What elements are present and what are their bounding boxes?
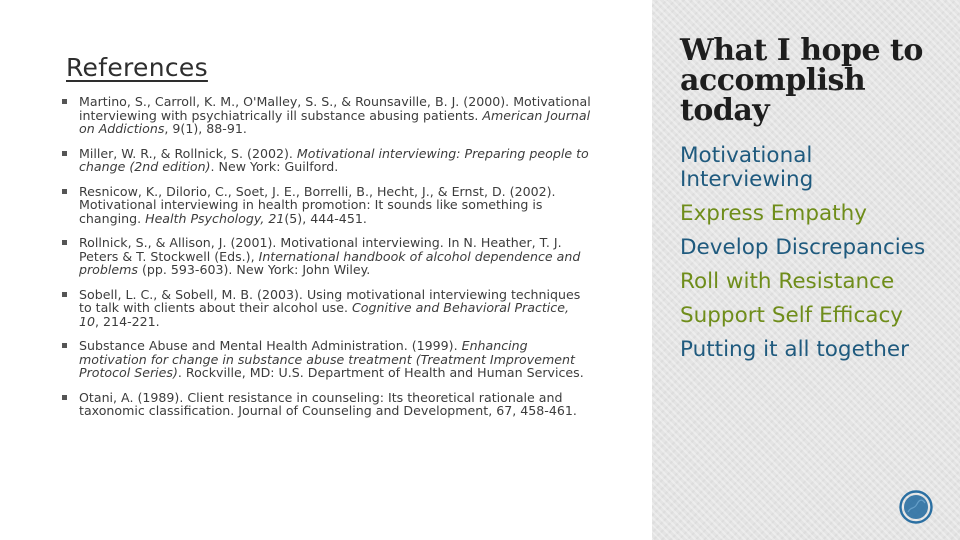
reference-item bbox=[62, 95, 592, 136]
reference-text: . New York: Guilford. bbox=[210, 159, 339, 174]
square-bullet-icon bbox=[62, 99, 67, 104]
agenda-list bbox=[680, 144, 950, 372]
agenda-item: Express Empathy bbox=[680, 201, 867, 226]
agenda-item: Putting it all together bbox=[680, 337, 909, 362]
agenda-item: Roll with Resistance bbox=[680, 269, 895, 294]
square-bullet-icon bbox=[62, 189, 67, 194]
circle-emblem-icon bbox=[899, 490, 933, 524]
reference-item bbox=[62, 236, 592, 277]
reference-item bbox=[62, 339, 592, 380]
reference-text: Rollnick, S., & Allison, J. (2001). Motivational interviewing. In N. Heather, T. J. Peters & T. Stockwell (Eds.), bbox=[79, 235, 562, 264]
reference-text: . Rockville, MD: U.S. Department of Health and Human Services. bbox=[177, 365, 584, 380]
square-bullet-icon bbox=[62, 395, 67, 400]
agenda-title: What I hope to accomplish today bbox=[680, 33, 923, 128]
reference-text: , 9(1), 88-91. bbox=[164, 121, 247, 136]
square-bullet-icon bbox=[62, 240, 67, 245]
reference-item bbox=[62, 147, 592, 174]
square-bullet-icon bbox=[62, 343, 67, 348]
agenda-panel bbox=[652, 0, 960, 540]
reference-text: , 214-221. bbox=[95, 313, 160, 329]
reference-italic-text: Enhancing motivation for change in substance abuse treatment (Treatment Improvement Protocol Series) bbox=[79, 338, 575, 380]
reference-text: Resnicow, K., Dilorio, C., Soet, J. E., Borrelli, B., Hecht, J., & Ernst, D. (2002). Motivational interviewing in health promotion: It sounds like something is changing. bbox=[79, 183, 556, 226]
agenda-item: Support Self Efficacy bbox=[680, 303, 903, 328]
reference-text: Otani, A. (1989). Client resistance in counseling: Its theoretical rationale and taxonomic classification. Journal of Counseling and Development, 67, 458-461. bbox=[79, 389, 577, 418]
reference-text: (pp. 593-603). New York: John Wiley. bbox=[137, 262, 371, 277]
references-list bbox=[62, 95, 592, 429]
reference-italic-text: Cognitive and Behavioral Practice, 10 bbox=[79, 300, 569, 329]
reference-italic-text: Motivational interviewing: Preparing people to change (2nd edition) bbox=[79, 145, 589, 174]
reference-italic-text: International handbook of alcohol dependence and problems bbox=[79, 248, 581, 277]
reference-item bbox=[62, 185, 592, 226]
reference-italic-text: American Journal on Addictions bbox=[79, 107, 591, 136]
reference-item bbox=[62, 288, 592, 329]
square-bullet-icon bbox=[62, 151, 67, 156]
reference-text: Miller, W. R., & Rollnick, S. (2002). bbox=[79, 145, 297, 161]
reference-text: Sobell, L. C., & Sobell, M. B. (2003). Using motivational interviewing techniques to talk with clients about their alcohol use. bbox=[79, 286, 581, 315]
square-bullet-icon bbox=[62, 292, 67, 297]
reference-text: (5), 444-451. bbox=[284, 210, 367, 226]
reference-italic-text: Health Psychology, 21 bbox=[145, 210, 285, 226]
reference-text: Martino, S., Carroll, K. M., O'Malley, S. S., & Rounsaville, B. J. (2000). Motivational interviewing with psychiatrically ill substance abusing patients. bbox=[79, 94, 591, 123]
agenda-item: Develop Discrepancies bbox=[680, 235, 926, 260]
agenda-item: Motivational Interviewing bbox=[680, 143, 814, 192]
reference-item bbox=[62, 391, 592, 418]
references-title: References bbox=[66, 53, 208, 82]
reference-text: Substance Abuse and Mental Health Administration. (1999). bbox=[79, 338, 462, 353]
